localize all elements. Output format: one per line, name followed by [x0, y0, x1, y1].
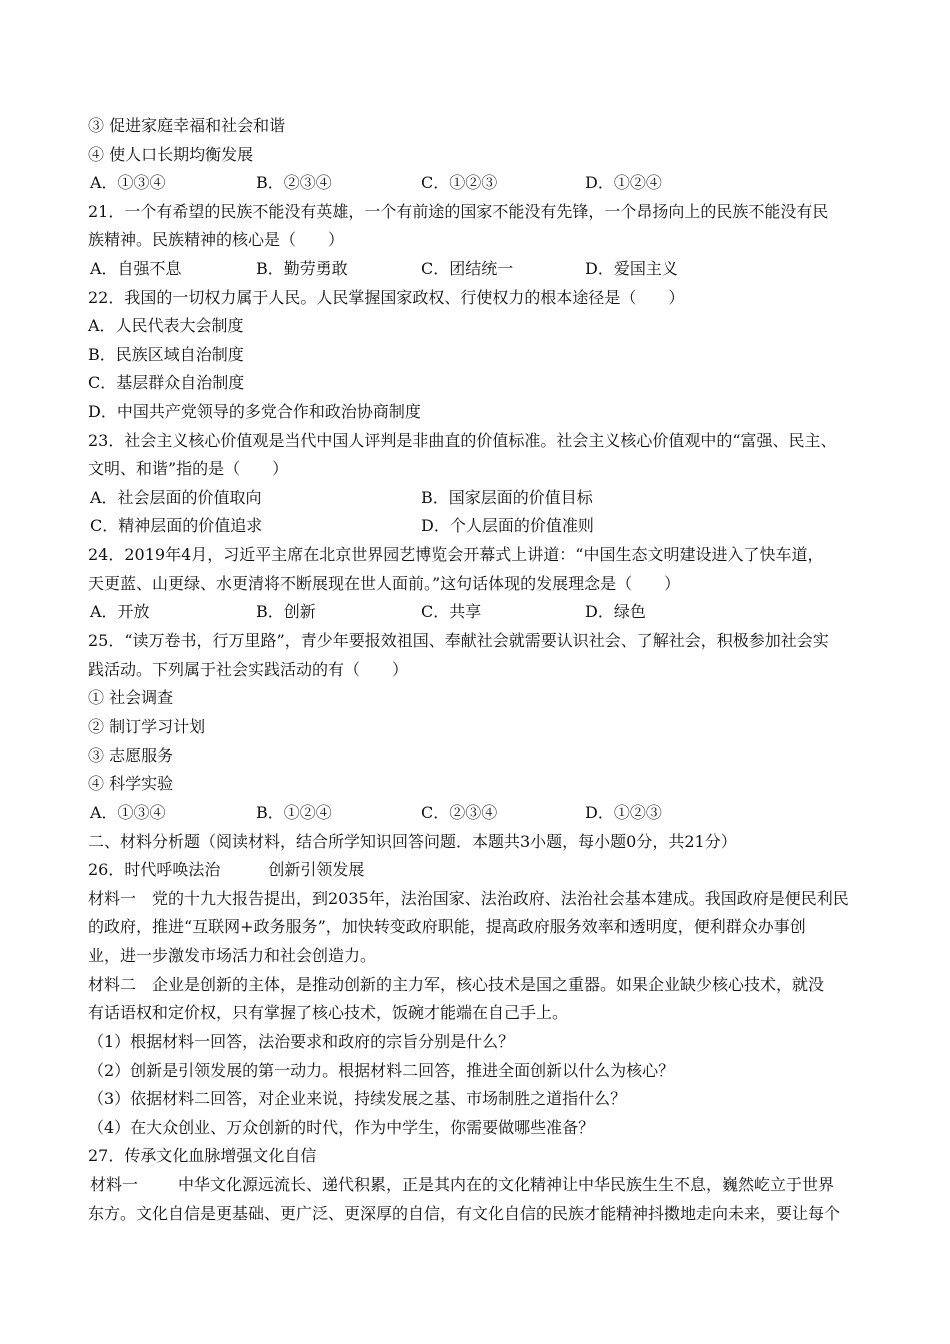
q25-item-2: ② 制订学习计划	[88, 717, 206, 736]
q22-stem: 22．我国的一切权力属于人民。人民掌握国家政权、行使权力的根本途径是（ ）	[88, 288, 685, 307]
q24-option-b: B．创新	[256, 602, 316, 621]
q23-option-c: C．精神层面的价值追求	[90, 516, 263, 535]
q26-material-1-line1: 材料一 党的十九大报告提出，到2035年，法治国家、法治政府、法治社会基本建成。我国政府是便民利民	[88, 889, 849, 908]
q25-stem-line1: 25．“读万卷书，行万里路”，青少年要报效祖国、奉献社会就需要认识社会、了解社会，积极参加社会实	[88, 631, 829, 650]
q21-option-d: D．爱国主义	[585, 259, 678, 278]
q26-subquestion-4: （4）在大众创业、万众创新的时代，作为中学生，你需要做哪些准备？	[88, 1118, 595, 1137]
q27-material-1-line2: 东方。文化自信是更基础、更广泛、更深厚的自信，有文化自信的民族才能精神抖擞地走向未来，要让每个	[88, 1204, 841, 1223]
q25-item-1: ① 社会调查	[88, 688, 174, 707]
q27-material-1-line1	[88, 1175, 868, 1195]
q24-stem-line2: 天更蓝、山更绿、水更清将不断展现在世人面前。”这句话体现的发展理念是（ ）	[88, 574, 681, 593]
q20-option-a: A．①③④	[90, 173, 166, 192]
q24-option-d: D．绿色	[585, 602, 646, 621]
q24-option-a: A．开放	[90, 602, 150, 621]
q27-title: 27．传承文化血脉增强文化自信	[88, 1146, 317, 1165]
q26-subquestion-2: （2）创新是引领发展的第一动力。根据材料二回答，推进全面创新以什么为核心？	[88, 1061, 675, 1080]
q23-options-row1	[88, 488, 868, 508]
q21-option-c: C．团结统一	[421, 259, 514, 278]
q26-title: 26．时代呼唤法治 创新引领发展	[88, 860, 365, 879]
q26-subquestion-3: （3）依据材料二回答，对企业来说，持续发展之基、市场制胜之道指什么？	[88, 1089, 627, 1108]
q25-item-3: ③ 志愿服务	[88, 746, 174, 765]
q24-options	[88, 602, 868, 622]
q25-stem-line2: 践活动。下列属于社会实践活动的有（ ）	[88, 660, 409, 679]
q25-options	[88, 803, 868, 823]
q22-option-c: C．基层群众自治制度	[88, 373, 245, 392]
q26-material-1-line3: 业，进一步激发市场活力和社会创造力。	[88, 946, 377, 965]
q25-option-c: C．②③④	[421, 803, 498, 822]
section-2-heading: 二、材料分析题（阅读材料，结合所学知识回答问题．本题共3小题，每小题0分，共21分）	[88, 832, 737, 851]
q26-material-2-line2: 有话语权和定价权，只有掌握了核心技术，饭碗才能端在自己手上。	[88, 1003, 569, 1022]
q27-material-label: 材料一	[90, 1175, 139, 1194]
q21-stem-line1: 21．一个有希望的民族不能没有英雄，一个有前途的国家不能没有先锋，一个昂扬向上的民族不能没有民	[88, 202, 829, 221]
q24-stem-line1: 24．2019年4月，习近平主席在北京世界园艺博览会开幕式上讲道：“中国生态文明建设进入了快车道，	[88, 545, 824, 564]
q26-material-1-line2: 的政府，推进“互联网+政务服务”，加快转变政府职能，提高政府服务效率和透明度，便利群众办事创	[88, 917, 806, 936]
q25-option-b: B．①②④	[256, 803, 332, 822]
q20-option-c: C．①②③	[421, 173, 498, 192]
q20-option-d: D．①②④	[585, 173, 662, 192]
q23-stem-line2: 文明、和谐”指的是（ ）	[88, 459, 289, 478]
q21-option-a: A．自强不息	[90, 259, 182, 278]
q25-option-a: A．①③④	[90, 803, 166, 822]
q21-stem-line2: 族精神。民族精神的核心是（ ）	[88, 230, 345, 249]
q23-option-b: B．国家层面的价值目标	[421, 488, 593, 507]
q21-option-b: B．勤劳勇敢	[256, 259, 348, 278]
q26-subquestion-1: （1）根据材料一回答，法治要求和政府的宗旨分别是什么？	[88, 1032, 515, 1051]
q27-material-text: 中华文化源远流长、递代积累，正是其内在的文化精神让中华民族生生不息，巍然屹立于世界	[178, 1175, 835, 1194]
q20-item-4: ④ 使人口长期均衡发展	[88, 145, 254, 164]
q22-option-d: D．中国共产党领导的多党合作和政治协商制度	[88, 402, 421, 421]
q22-option-b: B．民族区域自治制度	[88, 345, 244, 364]
q21-options	[88, 259, 868, 279]
q20-option-b: B．②③④	[256, 173, 332, 192]
q24-option-c: C．共享	[421, 602, 482, 621]
q20-options	[88, 173, 868, 193]
q25-option-d: D．①②③	[585, 803, 662, 822]
q22-option-a: A．人民代表大会制度	[88, 316, 244, 335]
q20-item-3: ③ 促进家庭幸福和社会和谐	[88, 116, 286, 135]
q25-item-4: ④ 科学实验	[88, 774, 174, 793]
q23-options-row2	[88, 516, 868, 536]
q26-material-2-line1: 材料二 企业是创新的主体，是推动创新的主力军，核心技术是国之重器。如果企业缺少核心技术，就没	[88, 975, 825, 994]
q23-stem-line1: 23．社会主义核心价值观是当代中国人评判是非曲直的价值标准。社会主义核心价值观中的“富强、民主、	[88, 431, 837, 450]
q23-option-a: A．社会层面的价值取向	[90, 488, 262, 507]
q23-option-d: D．个人层面的价值准则	[421, 516, 594, 535]
